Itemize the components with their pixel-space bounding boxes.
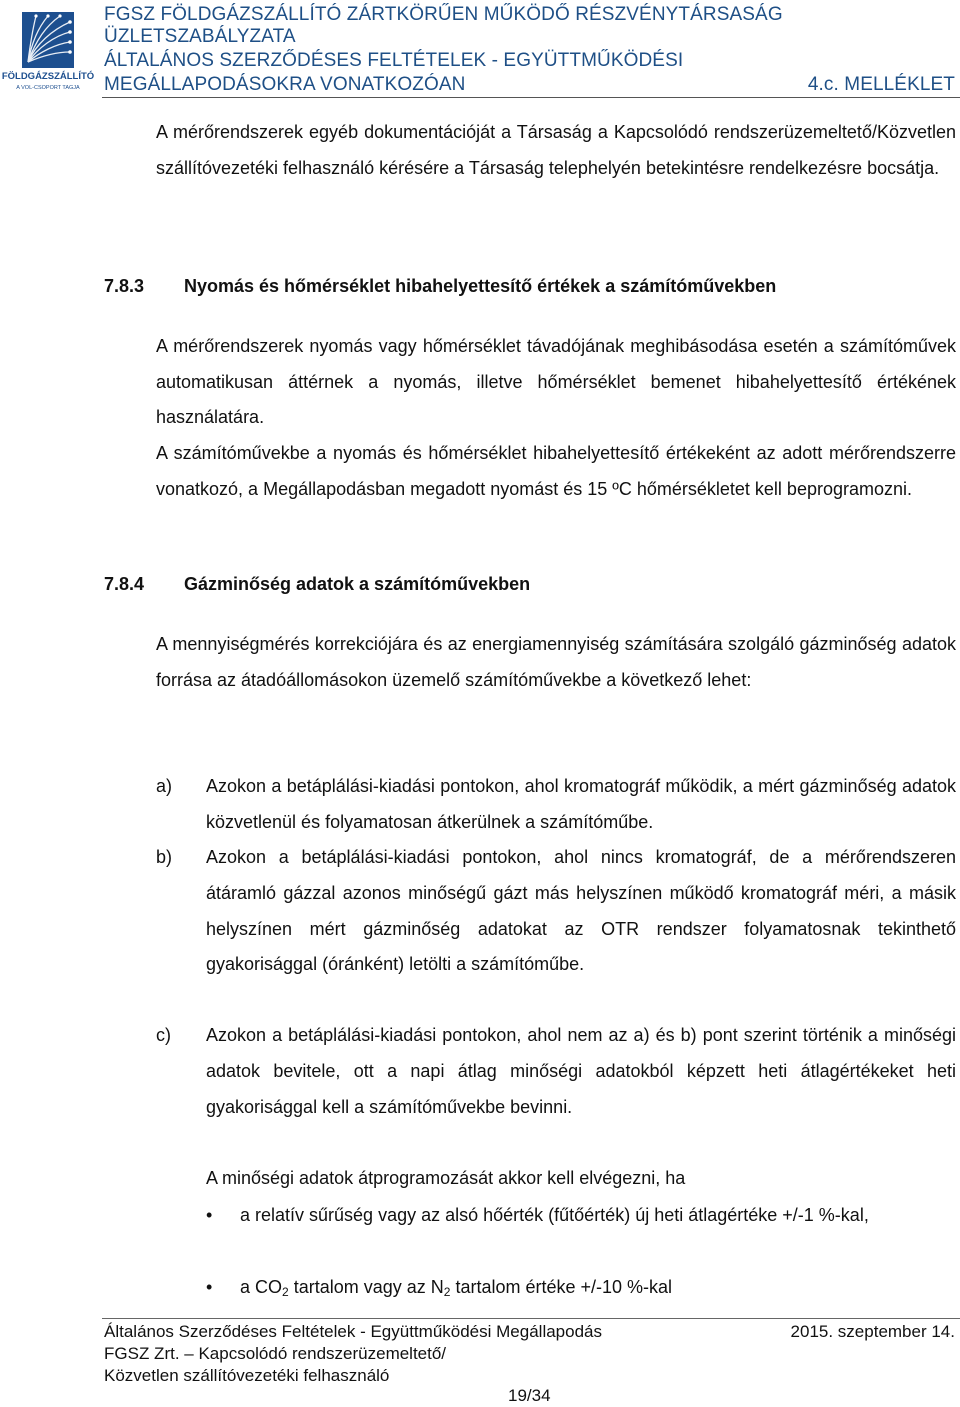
list-item-text: Azokon a betáplálási-kiadási pontokon, ahol nincs kromatográf, de a mérőrendszeren átáramló gázzal azonos minőségű gázt más helyszínen működő kromatográf méri, a másik helyszínen mért gázminőség adatokat az OTR rendszer folyamatosnak tekinthető gyakorisággal (óránként) letölti a számítóműbe. <box>206 847 956 975</box>
header-document-name: ÜZLETSZABÁLYZATA <box>104 26 296 47</box>
logo-subtext: A VOL-CSOPORT TAGJA <box>16 85 80 91</box>
bullet-text-part: tartalom értéke +/-10 %-kal <box>450 1277 673 1297</box>
footer-divider <box>102 1318 960 1319</box>
logo-text: FÖLDGÁZSZÁLLÍTÓ <box>2 71 95 82</box>
header-divider <box>102 97 960 98</box>
bullet-text <box>240 1270 956 1306</box>
section-783-paragraph-1: A mérőrendszerek nyomás vagy hőmérséklet távadójának meghibásodása esetén a számítóművek automatikusan áttérnek a nyomás, illetve hőmérséklet bemenet hibahelyettesítő értékének használatára. <box>156 336 956 427</box>
intro-paragraph: A mérőrendszerek egyéb dokumentációját a Társaság a Kapcsolódó rendszerüzemeltető/Közvetlen szállítóvezetéki felhasználó kérésére a Társaság telephelyén betekintésre rendelkezésre bocsátja. <box>156 122 956 178</box>
footer-parties-line-1: FGSZ Zrt. – Kapcsolódó rendszerüzemeltető/ <box>104 1344 447 1363</box>
list-item-text: Azokon a betáplálási-kiadási pontokon, ahol nem az a) és b) pont szerint történik a minőségi adatok bevitele, ott a napi átlag minőségi adatokból képzett heti átlagértékeket heti gyakorisággal kell a számítóművekbe bevinni. <box>206 1025 956 1117</box>
page-number: 19/34 <box>508 1386 551 1405</box>
section-783-paragraph-2: A számítóművekbe a nyomás és hőmérséklet hibahelyettesítő értékeként az adott mérőrendszerre vonatkozó, a Megállapodásban megadott nyomást és 15 ºC hőmérsékletet kell beprogramozni. <box>156 443 956 499</box>
list-item-text: Azokon a betáplálási-kiadási pontokon, ahol kromatográf működik, a mért gázminőség adatok közvetlenül és folyamatosan átkerülnek a számítóműbe. <box>206 776 956 832</box>
bullet-symbol: • <box>206 1277 213 1297</box>
bullet-item-co2-n2 <box>206 1270 956 1306</box>
header-annex-label: 4.c. MELLÉKLET <box>807 74 955 95</box>
subscript: 2 <box>443 1285 451 1299</box>
subscript: 2 <box>282 1285 289 1299</box>
footer-parties-line-2: Közvetlen szállítóvezetéki felhasználó <box>104 1366 390 1385</box>
bullet-item-density <box>206 1198 956 1234</box>
footer-document-title: Általános Szerződéses Feltételek - Együttműködési Megállapodás <box>104 1322 602 1341</box>
list-item-label: b) <box>156 847 173 867</box>
section-784-heading <box>104 574 530 595</box>
bullet-text-part: tartalom vagy az N <box>288 1277 444 1297</box>
company-logo <box>2 4 98 92</box>
reprogram-condition-intro: A minőségi adatok átprogramozását akkor kell elvégezni, ha <box>206 1168 686 1188</box>
section-783-number: 7.8.3 <box>104 276 145 296</box>
section-784-title: Gázminőség adatok a számítóművekben <box>184 574 531 594</box>
header-company-name: FGSZ FÖLDGÁZSZÁLLÍTÓ ZÁRTKÖRŰEN MŰKÖDŐ RÉSZVÉNYTÁRSASÁG <box>104 4 783 25</box>
section-784-paragraph-1: A mennyiségmérés korrekciójára és az energiamennyiség számítására szolgáló gázminőség adatok forrása az átadóállomásokon üzemelő számítóművekbe a következő lehet: <box>156 634 956 690</box>
footer-date: 2015. szeptember 14. <box>790 1322 955 1341</box>
list-item-b <box>156 840 956 983</box>
list-item-c <box>156 1018 956 1125</box>
section-784-number: 7.8.4 <box>104 574 145 594</box>
list-item-a <box>156 769 956 841</box>
bullet-text: a relatív sűrűség vagy az alsó hőérték (fűtőérték) új heti átlagértéke +/-1 %-kal, <box>240 1205 869 1225</box>
section-783-title: Nyomás és hőmérséklet hibahelyettesítő értékek a számítóművekben <box>184 276 777 296</box>
section-783-heading <box>104 276 776 297</box>
logo-graphic <box>2 4 98 92</box>
list-item-label: c) <box>156 1025 171 1045</box>
list-item-label: a) <box>156 776 173 796</box>
header-section-subtitle: MEGÁLLAPODÁSOKRA VONATKOZÓAN <box>104 74 466 95</box>
header-section-title: ÁLTALÁNOS SZERZŐDÉSES FELTÉTELEK - EGYÜTTMŰKÖDÉSI <box>104 50 684 71</box>
bullet-text-part: a CO <box>240 1277 283 1297</box>
bullet-symbol: • <box>206 1205 213 1225</box>
